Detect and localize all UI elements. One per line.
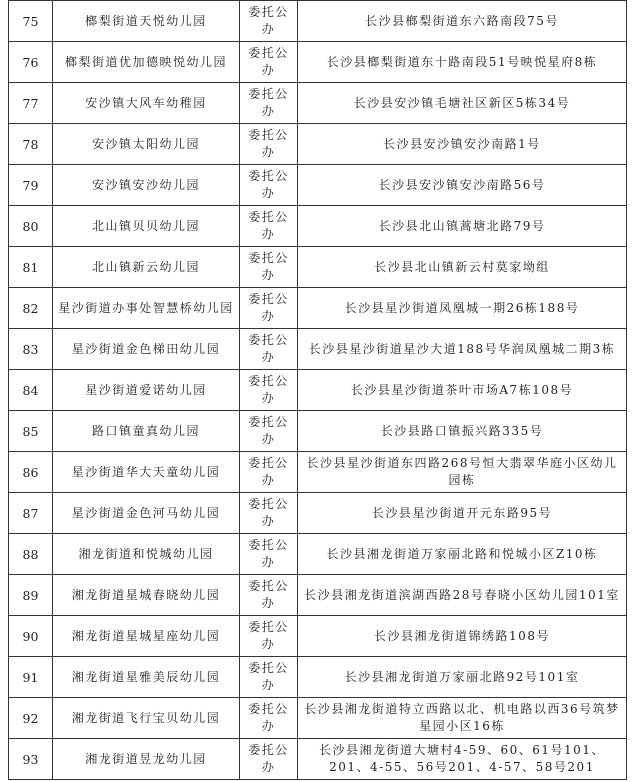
kindergarten-name-cell: 星沙街道金色河马幼儿园 (53, 493, 240, 534)
row-number-cell: 82 (9, 288, 53, 329)
kindergarten-name-cell: 湘龙街道星雅美辰幼儿园 (53, 657, 240, 698)
row-number-cell: 88 (9, 534, 53, 575)
row-number-cell: 84 (9, 370, 53, 411)
ownership-type-cell: 委托公办 (240, 370, 298, 411)
address-cell: 长沙县路口镇振兴路335号 (298, 411, 627, 452)
kindergarten-table (8, 0, 627, 780)
row-number-cell: 79 (9, 165, 53, 206)
address-cell: 长沙县榔梨街道东十路南段51号映悦星府8栋 (298, 42, 627, 83)
table-row (9, 288, 627, 329)
table-row (9, 411, 627, 452)
ownership-type-cell: 委托公办 (240, 1, 298, 42)
table-row (9, 452, 627, 493)
table-row (9, 370, 627, 411)
ownership-type-cell: 委托公办 (240, 329, 298, 370)
table-row (9, 657, 627, 698)
table-row (9, 616, 627, 657)
table-row (9, 739, 627, 780)
address-cell: 长沙县北山镇新云村莫家坳组 (298, 247, 627, 288)
address-cell: 长沙县湘龙街道锦绣路108号 (298, 616, 627, 657)
address-cell: 长沙县北山镇蒿塘北路79号 (298, 206, 627, 247)
row-number-cell: 81 (9, 247, 53, 288)
address-cell: 长沙县安沙镇毛塘社区新区5栋34号 (298, 83, 627, 124)
row-number-cell: 80 (9, 206, 53, 247)
address-cell: 长沙县安沙镇安沙南路56号 (298, 165, 627, 206)
row-number-cell: 93 (9, 739, 53, 780)
kindergarten-name-cell: 安沙镇安沙幼儿园 (53, 165, 240, 206)
row-number-cell: 85 (9, 411, 53, 452)
table-body (9, 1, 627, 780)
kindergarten-name-cell: 湘龙街道和悦城幼儿园 (53, 534, 240, 575)
row-number-cell: 91 (9, 657, 53, 698)
kindergarten-name-cell: 星沙街道办事处智慧桥幼儿园 (53, 288, 240, 329)
ownership-type-cell: 委托公办 (240, 411, 298, 452)
kindergarten-name-cell: 星沙街道金色梯田幼儿园 (53, 329, 240, 370)
kindergarten-name-cell: 星沙街道华大天童幼儿园 (53, 452, 240, 493)
table-row (9, 698, 627, 739)
ownership-type-cell: 委托公办 (240, 657, 298, 698)
ownership-type-cell: 委托公办 (240, 124, 298, 165)
kindergarten-name-cell: 湘龙街道飞行宝贝幼儿园 (53, 698, 240, 739)
address-cell: 长沙县安沙镇安沙南路1号 (298, 124, 627, 165)
row-number-cell: 75 (9, 1, 53, 42)
ownership-type-cell: 委托公办 (240, 452, 298, 493)
row-number-cell: 83 (9, 329, 53, 370)
table-row (9, 206, 627, 247)
ownership-type-cell: 委托公办 (240, 534, 298, 575)
ownership-type-cell: 委托公办 (240, 493, 298, 534)
kindergarten-name-cell: 路口镇童真幼儿园 (53, 411, 240, 452)
row-number-cell: 86 (9, 452, 53, 493)
table-row (9, 575, 627, 616)
row-number-cell: 92 (9, 698, 53, 739)
address-cell: 长沙县湘龙街道大塘村4-59、60、61号101、201、4-55、56号201、4-57、58号201 (298, 739, 627, 780)
row-number-cell: 77 (9, 83, 53, 124)
ownership-type-cell: 委托公办 (240, 739, 298, 780)
kindergarten-name-cell: 安沙镇太阳幼儿园 (53, 124, 240, 165)
table-row (9, 124, 627, 165)
kindergarten-name-cell: 榔梨街道天悦幼儿园 (53, 1, 240, 42)
table-row (9, 42, 627, 83)
kindergarten-name-cell: 安沙镇大风车幼稚园 (53, 83, 240, 124)
address-cell: 长沙县榔梨街道东六路南段75号 (298, 1, 627, 42)
row-number-cell: 89 (9, 575, 53, 616)
table-row (9, 165, 627, 206)
ownership-type-cell: 委托公办 (240, 247, 298, 288)
table-row (9, 534, 627, 575)
address-cell: 长沙县星沙街道凤凰城一期26栋188号 (298, 288, 627, 329)
table-row (9, 247, 627, 288)
ownership-type-cell: 委托公办 (240, 206, 298, 247)
kindergarten-name-cell: 湘龙街道昱龙幼儿园 (53, 739, 240, 780)
kindergarten-name-cell: 榔梨街道优加德映悦幼儿园 (53, 42, 240, 83)
address-cell: 长沙县湘龙街道特立西路以北、机电路以西36号筑梦星园小区16栋 (298, 698, 627, 739)
ownership-type-cell: 委托公办 (240, 165, 298, 206)
ownership-type-cell: 委托公办 (240, 288, 298, 329)
table-row (9, 1, 627, 42)
address-cell: 长沙县星沙街道星沙大道188号华润凤凰城二期3栋 (298, 329, 627, 370)
row-number-cell: 90 (9, 616, 53, 657)
table-row (9, 493, 627, 534)
row-number-cell: 87 (9, 493, 53, 534)
ownership-type-cell: 委托公办 (240, 616, 298, 657)
address-cell: 长沙县湘龙街道滨湖西路28号春晓小区幼儿园101室 (298, 575, 627, 616)
address-cell: 长沙县星沙街道茶叶市场A7栋108号 (298, 370, 627, 411)
kindergarten-name-cell: 湘龙街道星城星座幼儿园 (53, 616, 240, 657)
kindergarten-name-cell: 星沙街道爱诺幼儿园 (53, 370, 240, 411)
table-row (9, 83, 627, 124)
kindergarten-name-cell: 湘龙街道星城春晓幼儿园 (53, 575, 240, 616)
row-number-cell: 78 (9, 124, 53, 165)
ownership-type-cell: 委托公办 (240, 575, 298, 616)
ownership-type-cell: 委托公办 (240, 42, 298, 83)
ownership-type-cell: 委托公办 (240, 698, 298, 739)
ownership-type-cell: 委托公办 (240, 83, 298, 124)
address-cell: 长沙县星沙街道东四路268号恒大翡翠华庭小区幼儿园栋 (298, 452, 627, 493)
address-cell: 长沙县湘龙街道万家丽北路和悦城小区Z10栋 (298, 534, 627, 575)
table-row (9, 329, 627, 370)
kindergarten-name-cell: 北山镇贝贝幼儿园 (53, 206, 240, 247)
row-number-cell: 76 (9, 42, 53, 83)
address-cell: 长沙县星沙街道开元东路95号 (298, 493, 627, 534)
address-cell: 长沙县湘龙街道万家丽北路92号101室 (298, 657, 627, 698)
kindergarten-name-cell: 北山镇新云幼儿园 (53, 247, 240, 288)
